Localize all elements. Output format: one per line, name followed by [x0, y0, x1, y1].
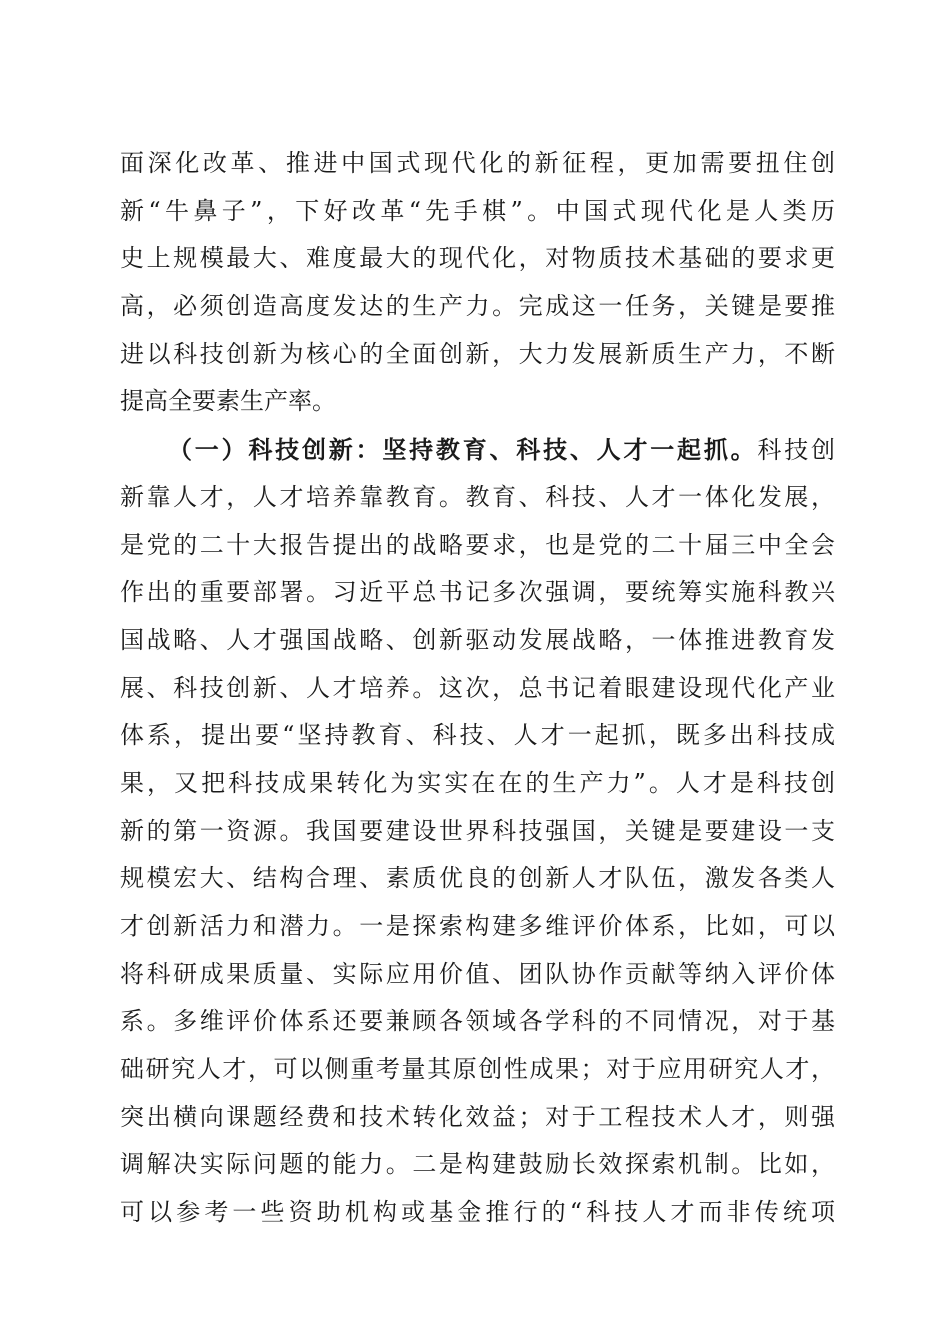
body-text: [120, 140, 835, 1237]
text-line: 础研究人才，可以侧重考量其原创性成果；对于应用研究人才，: [120, 1055, 835, 1084]
text-line: 规模宏大、结构合理、素质优良的创新人才队伍，激发各类人: [120, 864, 835, 893]
text-line: 面深化改革、推进中国式现代化的新征程，更加需要扭住创: [120, 149, 835, 177]
text-line: 展、科技创新、人才培养。这次，总书记着眼建设现代化产业: [120, 673, 835, 702]
text-line: 将科研成果质量、实际应用价值、团队协作贡献等纳入评价体: [120, 959, 835, 988]
text-line: 突出横向课题经费和技术转化效益；对于工程技术人才，则强: [120, 1102, 835, 1131]
paragraph-intro: [120, 140, 835, 426]
section-heading: （一）科技创新：坚持教育、科技、人才一起抓。: [168, 435, 758, 465]
text-line: 调解决实际问题的能力。二是构建鼓励长效探索机制。比如，: [120, 1150, 835, 1179]
text-line: 新靠人才，人才培养靠教育。教育、科技、人才一体化发展，: [120, 482, 835, 511]
text-line: 新“牛鼻子”，下好改革“先手棋”。中国式现代化是人类历: [120, 196, 835, 225]
text-line: 是党的二十大报告提出的战略要求，也是党的二十届三中全会: [120, 530, 835, 559]
text-line: 作出的重要部署。习近平总书记多次强调，要统筹实施科教兴: [120, 578, 835, 607]
text-line: [120, 426, 835, 474]
text-line: 系。多维评价体系还要兼顾各领域各学科的不同情况，对于基: [120, 1007, 835, 1036]
text-line: 才创新活力和潜力。一是探索构建多维评价体系，比如，可以: [120, 912, 835, 940]
text-line: 史上规模最大、难度最大的现代化，对物质技术基础的要求更: [120, 244, 835, 273]
text-line: 高，必须创造高度发达的生产力。完成这一任务，关键是要推: [120, 292, 835, 321]
text-line: 进以科技创新为核心的全面创新，大力发展新质生产力，不断: [120, 339, 835, 368]
text-line: 提高全要素生产率。: [120, 387, 336, 416]
text-line: 果，又把科技成果转化为实实在在的生产力”。人才是科技创: [120, 768, 835, 797]
text-line: 可以参考一些资助机构或基金推行的“科技人才而非传统项: [120, 1198, 835, 1227]
text-line: 新的第一资源。我国要建设世界科技强国，关键是要建设一支: [120, 816, 835, 845]
text-line: 国战略、人才强国战略、创新驱动发展战略，一体推进教育发: [120, 625, 835, 654]
paragraph-tech-innovation: [120, 426, 835, 1237]
text-line: 体系，提出要“坚持教育、科技、人才一起抓，既多出科技成: [120, 721, 835, 750]
heading-line-rest: 科技创: [757, 436, 836, 465]
